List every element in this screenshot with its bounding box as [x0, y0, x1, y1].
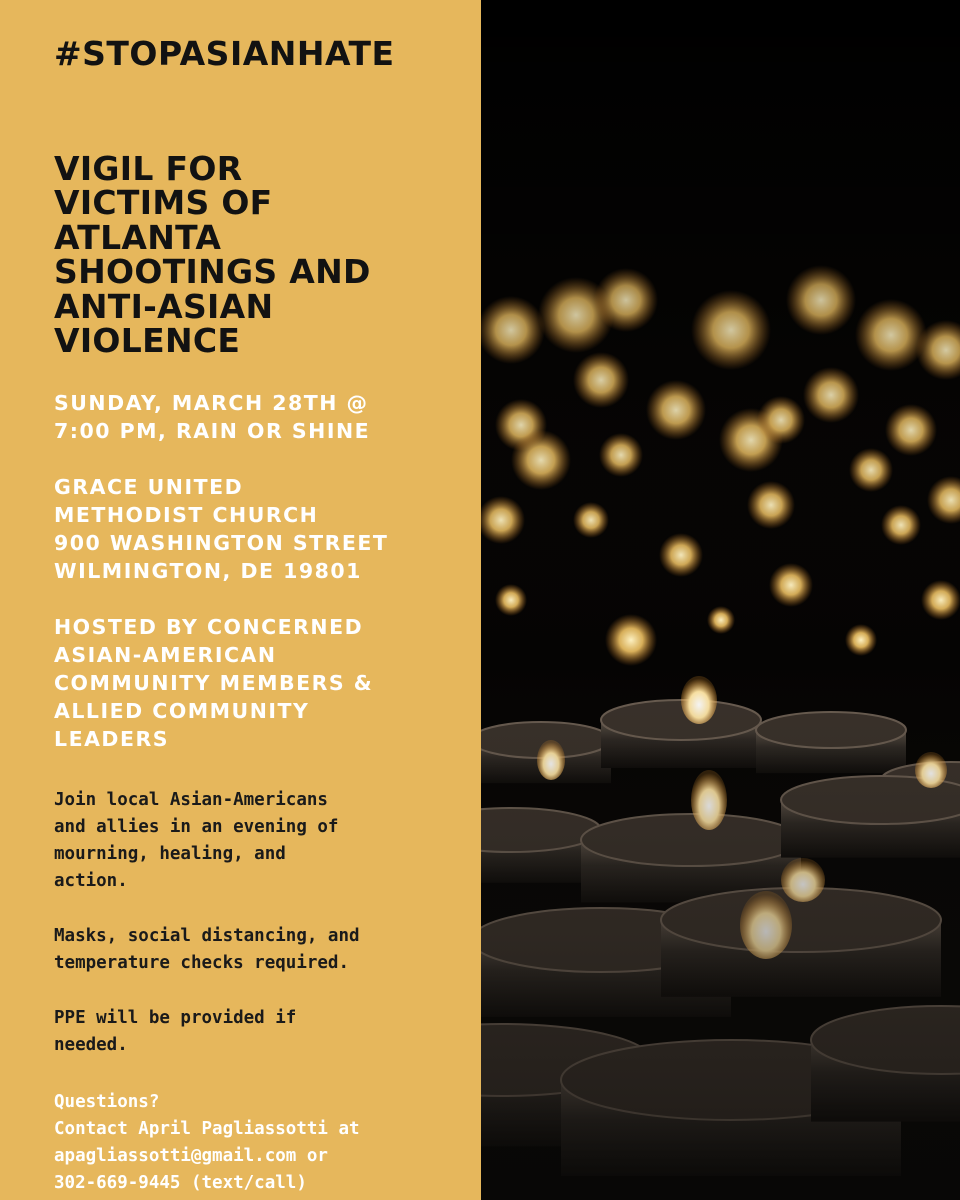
event-datetime — [54, 389, 474, 445]
host-line: ALLIED COMMUNITY — [54, 698, 310, 723]
title-line: VICTIMS OF — [54, 183, 273, 223]
contact-phone-line[interactable]: 302-669-9445 (text/call) — [54, 1172, 307, 1193]
join-paragraph — [54, 787, 414, 895]
masks-line: temperature checks required. — [54, 952, 350, 973]
host-line: LEADERS — [54, 726, 170, 751]
event-title — [54, 148, 474, 361]
datetime-line: 7:00 PM, RAIN OR SHINE — [54, 418, 371, 443]
contact-line: Contact April Pagliassotti at — [54, 1118, 360, 1139]
host-line: HOSTED BY CONCERNED — [54, 614, 364, 639]
join-line: action. — [54, 870, 128, 891]
ppe-line: PPE will be provided if — [54, 1007, 297, 1028]
host-line: COMMUNITY MEMBERS & — [54, 670, 374, 695]
ppe-line: needed. — [54, 1034, 128, 1055]
contact-paragraph — [54, 1089, 464, 1197]
venue-line: METHODIST CHURCH — [54, 502, 319, 527]
venue-line: GRACE UNITED — [54, 474, 244, 499]
candle-flames-image — [481, 0, 960, 1200]
ppe-paragraph — [54, 1005, 354, 1059]
join-line: Join local Asian-Americans — [54, 789, 328, 810]
title-line: VIGIL FOR — [54, 148, 243, 188]
masks-line: Masks, social distancing, and — [54, 925, 360, 946]
join-line: and allies in an evening of — [54, 816, 339, 837]
venue-line: 900 WASHINGTON STREET — [54, 530, 389, 555]
candle-photo — [481, 0, 960, 1200]
join-line: mourning, healing, and — [54, 843, 286, 864]
datetime-line: SUNDAY, MARCH 28TH @ — [54, 390, 369, 415]
title-line: ANTI-ASIAN — [54, 286, 274, 326]
title-line: SHOOTINGS AND — [54, 252, 371, 292]
masks-paragraph — [54, 923, 434, 977]
contact-email-line[interactable]: apagliassotti@gmail.com or — [54, 1145, 328, 1166]
host-line: ASIAN-AMERICAN — [54, 642, 277, 667]
photo-shade — [481, 0, 960, 1200]
event-host — [54, 613, 474, 753]
contact-line: Questions? — [54, 1091, 160, 1112]
title-line: ATLANTA — [54, 217, 222, 257]
title-line: VIOLENCE — [54, 321, 241, 361]
hashtag-heading: #STOPASIANHATE — [54, 34, 395, 73]
venue-line: WILMINGTON, DE 19801 — [54, 558, 362, 583]
event-venue — [54, 473, 474, 585]
